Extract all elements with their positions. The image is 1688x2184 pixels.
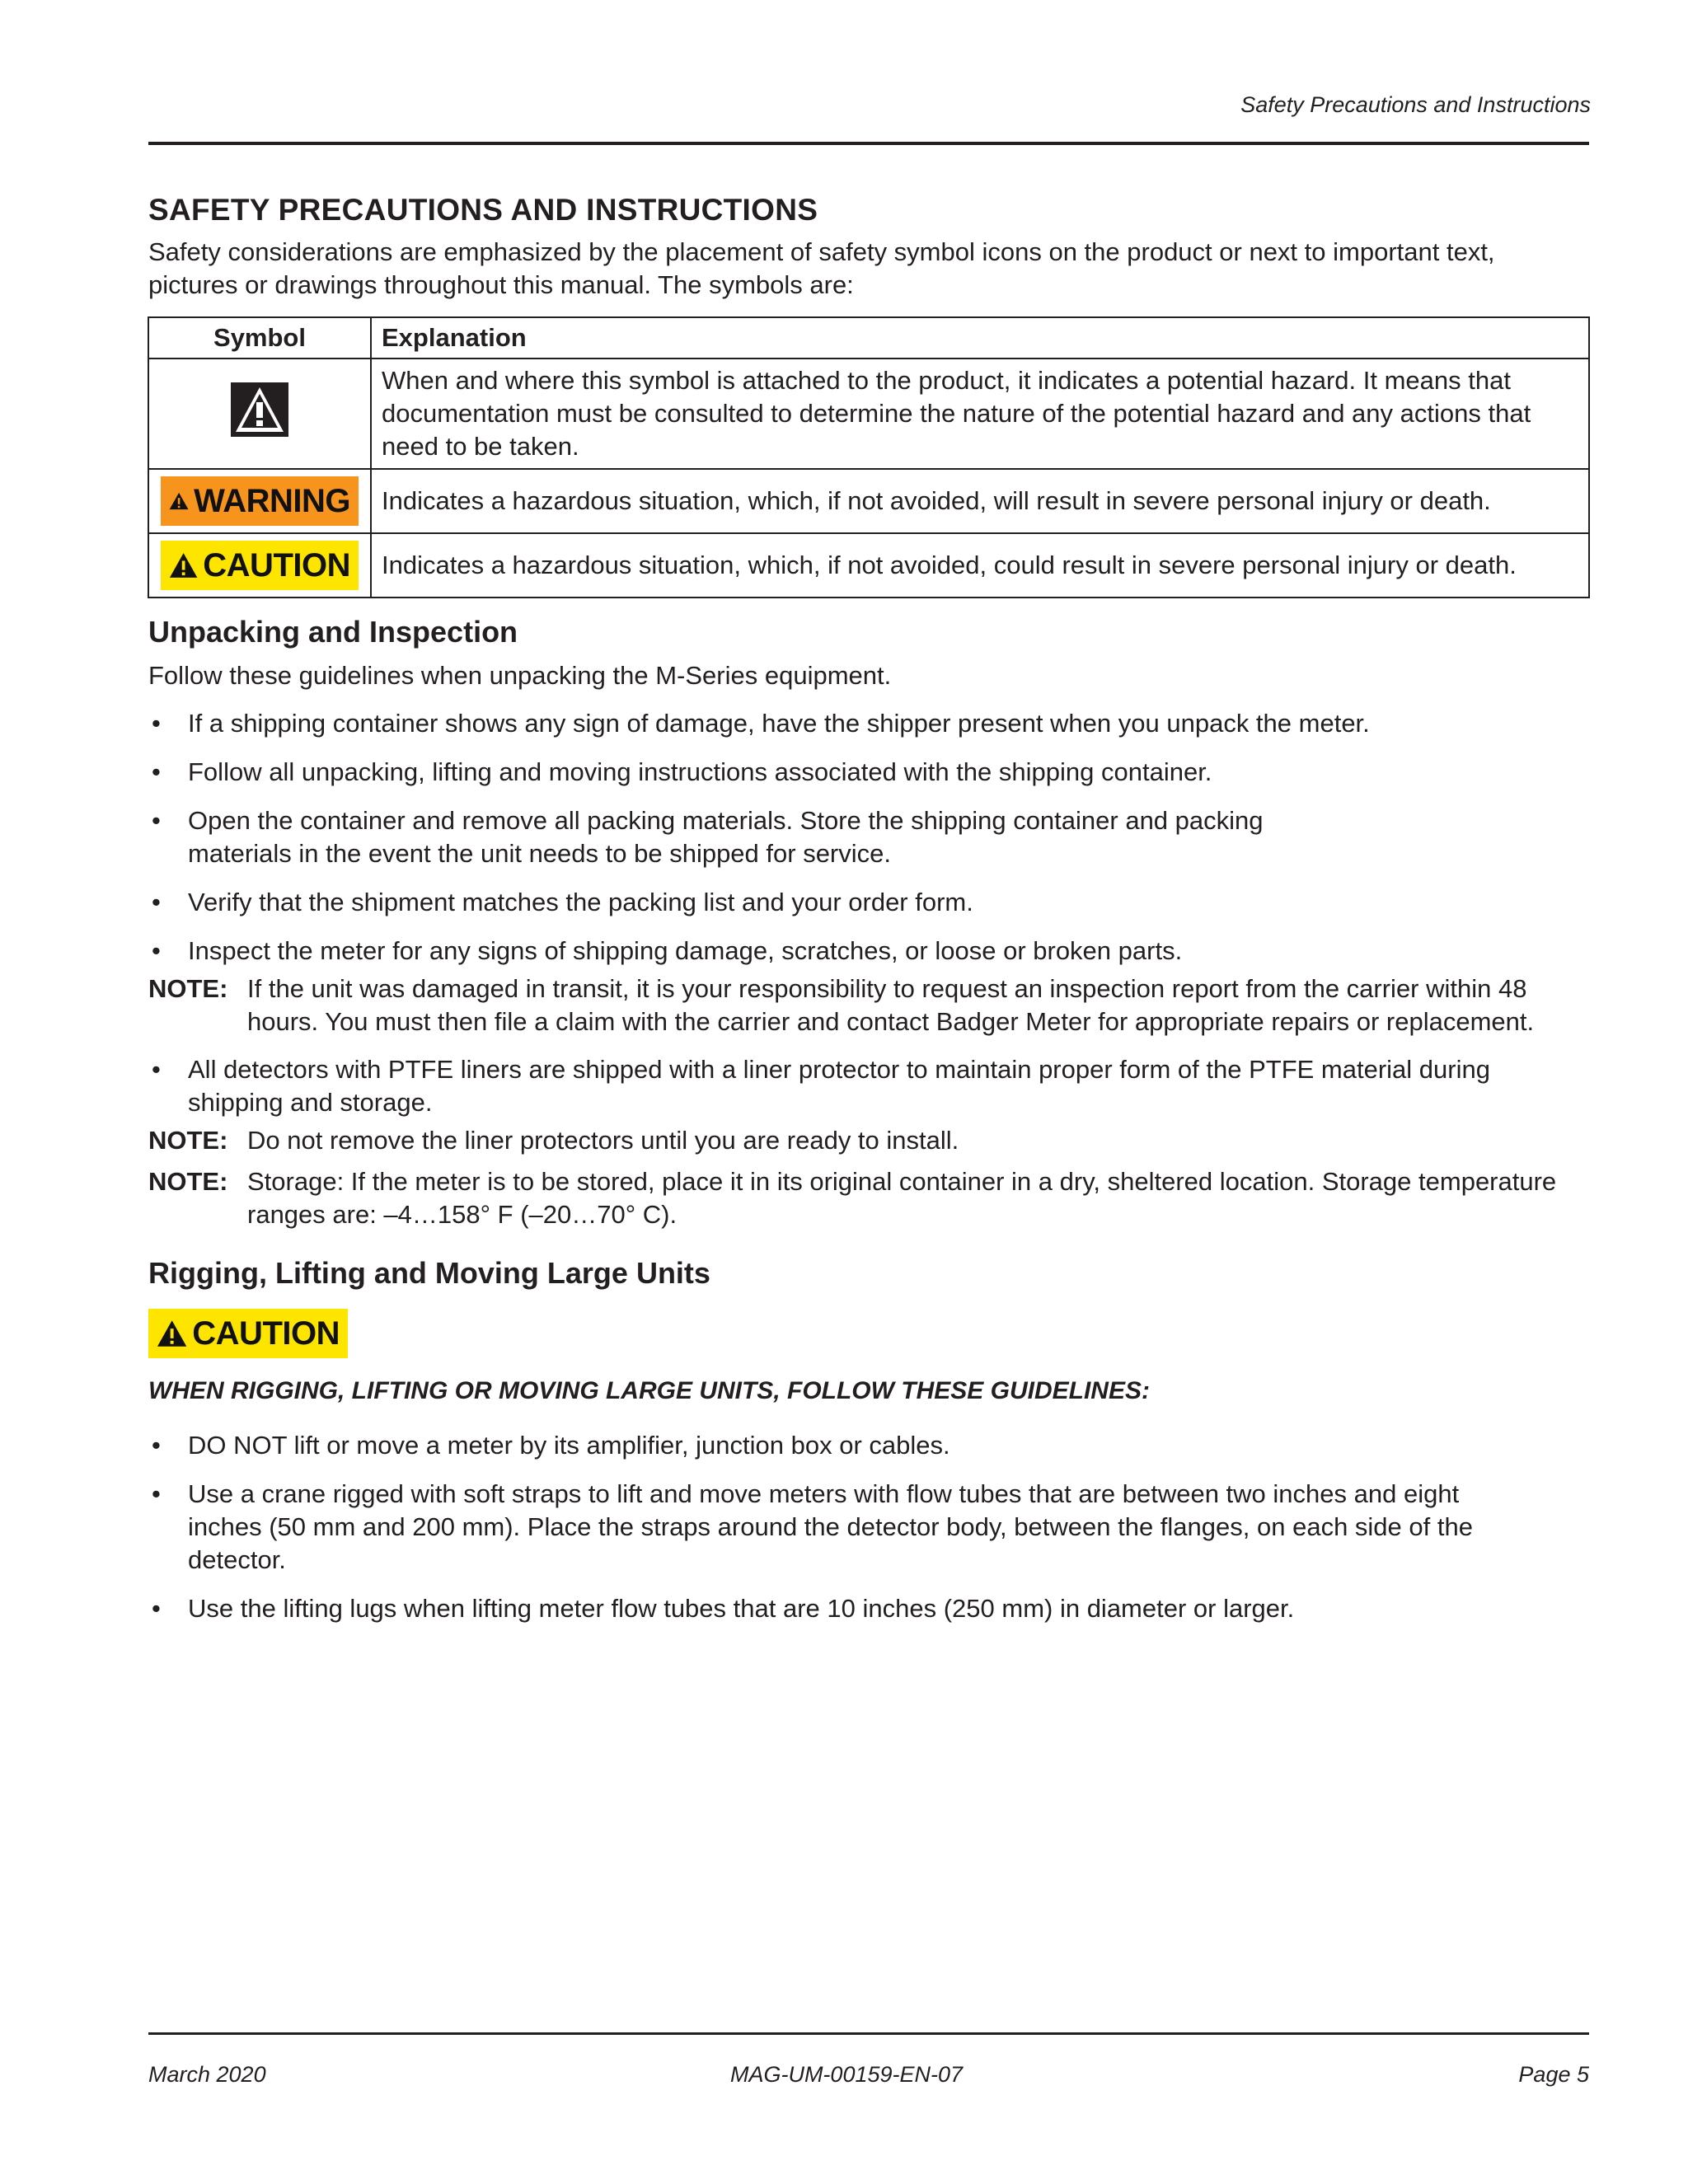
list-item: [148, 1478, 1589, 1577]
rigging-title: Rigging, Lifting and Moving Large Units: [148, 1256, 710, 1290]
list-item: [148, 1053, 1589, 1119]
bullet-icon: •: [152, 1594, 161, 1623]
caution-label: [161, 541, 359, 590]
list-item-text: DO NOT lift or move a meter by its amplifier, junction box or cables.: [188, 1431, 950, 1460]
alert-triangle-icon: [169, 551, 198, 579]
note-text: If the unit was damaged in transit, it is your responsibility to request an inspection report from the carrier within 48 hours. You must then file a claim with the carrier and contact Badger Meter for appropriate repairs or replacement.: [247, 974, 1535, 1036]
alert-triangle-icon: [157, 1319, 187, 1347]
table-row: [148, 469, 1589, 533]
col-symbol: Symbol: [148, 317, 371, 359]
bullet-icon: •: [152, 936, 161, 965]
col-explanation: Explanation: [371, 317, 1589, 359]
list-item: [148, 886, 1589, 919]
list-item: [148, 1592, 1589, 1625]
note-label: NOTE:: [148, 1167, 228, 1196]
note: [148, 972, 1589, 1038]
ptfe-list: [148, 1053, 1589, 1119]
note-label: NOTE:: [148, 1126, 228, 1155]
header-rule: [148, 142, 1589, 145]
note: [148, 1124, 1589, 1157]
list-item-text: If a shipping container shows any sign of damage, have the shipper present when you unpack the meter.: [188, 709, 1370, 738]
bullet-icon: •: [152, 888, 161, 916]
footer-page-number: Page 5: [1518, 2062, 1589, 2087]
unpacking-list: [148, 707, 1589, 968]
symbol-cell: [148, 359, 371, 469]
table-row: [148, 359, 1589, 469]
note-text: Storage: If the meter is to be stored, place it in its original container in a dry, sheltered location. Storage temperature ranges are: –4…158° F (–20…70° C).: [247, 1167, 1557, 1229]
symbol-table-header: [148, 317, 1589, 359]
section-intro: Safety considerations are emphasized by the placement of safety symbol icons on the product or next to important text, pictures or drawings throughout this manual. The symbols are:: [148, 237, 1495, 299]
caution-label: [148, 1309, 348, 1358]
list-item-text: Follow all unpacking, lifting and moving instructions associated with the shipping container.: [188, 757, 1212, 786]
note: [148, 1165, 1589, 1231]
list-item: [148, 707, 1589, 740]
list-item: [148, 756, 1589, 789]
footer-date: March 2020: [148, 2062, 266, 2087]
caution-label-text: CAUTION: [192, 1315, 340, 1352]
warning-label: [161, 476, 359, 526]
bullet-icon: •: [152, 806, 161, 835]
unpacking-title: Unpacking and Inspection: [148, 615, 518, 649]
rigging-guidelines-heading: WHEN RIGGING, LIFTING OR MOVING LARGE UNITS, FOLLOW THESE GUIDELINES:: [148, 1377, 1150, 1404]
alert-triangle-icon: [169, 487, 189, 515]
explanation-cell: When and where this symbol is attached to the product, it indicates a potential hazard. It means that documentation must be consulted to determine the nature of the potential hazard and any actions that need to be taken.: [371, 359, 1589, 469]
unpacking-intro: Follow these guidelines when unpacking the M-Series equipment.: [148, 661, 892, 690]
note-text: Do not remove the liner protectors until you are ready to install.: [247, 1126, 959, 1155]
list-item-text: Use the lifting lugs when lifting meter flow tubes that are 10 inches (250 mm) in diameter or larger.: [188, 1594, 1295, 1623]
explanation-cell: Indicates a hazardous situation, which, if not avoided, will result in severe personal injury or death.: [371, 469, 1589, 533]
bullet-icon: •: [152, 757, 161, 786]
running-head: Safety Precautions and Instructions: [1240, 92, 1591, 117]
list-item-text: Use a crane rigged with soft straps to lift and move meters with flow tubes that are between two inches and eight inches (50 mm and 200 mm). Place the straps around the detector body, between the flanges, on each side of the detector.: [188, 1479, 1473, 1574]
list-item: [148, 804, 1589, 870]
caution-label-text: CAUTION: [203, 547, 350, 583]
page-content: [148, 191, 1589, 1641]
note-label: NOTE:: [148, 974, 228, 1003]
list-item-text: Open the container and remove all packing materials. Store the shipping container and packing materials in the event the unit needs to be shipped for service.: [188, 806, 1264, 868]
list-item-text: Inspect the meter for any signs of shipping damage, scratches, or loose or broken parts.: [188, 936, 1183, 965]
bullet-icon: •: [152, 709, 161, 738]
symbol-cell: [148, 469, 371, 533]
section-title: SAFETY PRECAUTIONS AND INSTRUCTIONS: [148, 193, 818, 227]
table-row: [148, 533, 1589, 598]
list-item: [148, 1429, 1589, 1462]
bullet-icon: •: [152, 1479, 161, 1508]
explanation-cell: Indicates a hazardous situation, which, if not avoided, could result in severe personal injury or death.: [371, 533, 1589, 598]
symbol-table: [148, 316, 1590, 598]
list-item-text: Verify that the shipment matches the packing list and your order form.: [188, 888, 973, 916]
bullet-icon: •: [152, 1055, 161, 1084]
rigging-list: [148, 1429, 1589, 1625]
symbol-cell: [148, 533, 371, 598]
footer-rule: [148, 2032, 1589, 2035]
list-item-text: All detectors with PTFE liners are shipped with a liner protector to maintain proper form of the PTFE material during shipping and storage.: [188, 1055, 1490, 1117]
hazard-triangle-icon: [231, 382, 288, 437]
footer-doc-id: MAG-UM-00159-EN-07: [729, 2062, 964, 2087]
list-item: [148, 935, 1589, 968]
bullet-icon: •: [152, 1431, 161, 1460]
warning-label-text: WARNING: [194, 483, 350, 519]
